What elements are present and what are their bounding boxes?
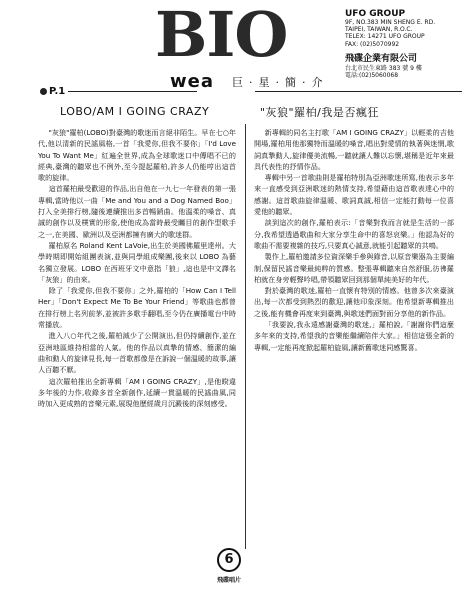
company-telex: TELEX: 14271 UFO GROUP: [345, 33, 425, 41]
right-paragraph: 專輯中另一首歌曲則是羅柏特別為亞洲歌迷所寫,他表示多年來一直感受到亞洲歌迷的熱情支持,希望藉由這首歌表達心中的感謝。這首歌曲旋律溫暖、歌詞真誠,相信一定能打動每一位喜愛他的聽眾。: [254, 173, 454, 217]
left-paragraph: 羅柏原名 Roland Kent LaVoie,出生於美國佛羅里達州。大學時期即開始組團表演,並與同學組成樂團,後來以 LOBO 為藝名獨立發展。LOBO 在西班牙文中意指「狼」,這也是中文譯名「灰狼」的由來。: [38, 240, 236, 284]
company-address-2: TAIPEI, TAIWAN, R.O.C.: [345, 26, 413, 34]
right-paragraph: 對於臺灣的歌迷,羅柏一直懷有特別的情感。他曾多次來臺演出,每一次都受到熱烈的歡迎,讓他印象深刻。他希望新專輯推出之後,能有機會再度來到臺灣,與歌迷們面對面分享他的新作品。: [254, 286, 454, 318]
bullet-icon: [40, 88, 47, 95]
disc-logo-icon: 6: [217, 548, 241, 572]
company-phone-cn: 電話:(02)5060068: [345, 72, 399, 80]
left-title: LOBO/AM I GOING CRAZY: [60, 105, 210, 118]
page-number-text: P.1: [49, 86, 66, 97]
company-address-cn: 台北市民生東路 383 號 9 樓: [345, 64, 422, 72]
footer-logo: [212, 548, 246, 592]
bio-logo: BIO: [155, 0, 288, 71]
company-name-cn: 飛碟企業有限公司: [345, 53, 418, 64]
right-title: "灰狼"羅柏/我是否瘋狂: [260, 106, 379, 119]
right-paragraph: 新專輯的同名主打歌「AM I GOING CRAZY」以輕柔的吉他開場,羅柏用他那獨特而溫暖的嗓音,唱出對愛情的執著與迷惘,歌詞真摯動人,旋律優美流暢,一聽就讓人難以忘懷,堪稱是近年來最具代表性的抒情作品。: [254, 128, 454, 171]
footer-logo-text: 飛碟唱片: [216, 577, 241, 584]
right-column: [254, 127, 454, 353]
company-fax: FAX: (02)5070992: [345, 40, 400, 48]
company-block: [345, 9, 460, 79]
wea-label: wea: [170, 71, 214, 92]
right-paragraph: 製作上,羅柏邀請多位資深樂手參與錄音,以原音樂器為主要編制,保留民謠音樂最純粹的質感。整張專輯聽來自然舒服,彷彿羅柏就在身旁輕聲吟唱,帶領聽眾回到那個單純美好的年代。: [254, 252, 454, 284]
page-number: [37, 86, 68, 97]
header-rule-right: [255, 91, 462, 92]
left-column: [38, 127, 236, 409]
column-divider: [245, 124, 246, 549]
left-paragraph: 這首羅柏最受歡迎的作品,出自他在一九七一年發表的第一張專輯,當時他以一曲「Me and You and a Dog Named Boo」打入全美排行榜,隨後連續推出多首暢銷曲。他溫柔的嗓音、真誠的創作以及樸實的形象,使他成為當時最受矚目的創作型歌手之一,在美國、歐洲以及亞洲都擁有廣大的歌迷群。: [38, 184, 236, 239]
left-paragraph: "灰狼"羅柏(LOBO)對臺灣的歌迷而言絕非陌生。早在七○年代,他以清新的民謠風格,一首「我愛你,但我不要你」「I'd Love You To Want Me」紅遍全世界,成為全球歌迷口中傳唱不已的經典,臺灣的聽眾也不例外,至今提起羅柏,許多人仍能哼出這首歌的旋律。: [38, 128, 236, 183]
left-paragraph: 除了「我愛你,但我不要你」之外,羅柏的「How Can I Tell Her」「Don't Expect Me To Be Your Friend」等歌曲也都曾在排行榜上名列前茅,並被許多歌手翻唱,至今仍在廣播電台中時常播放。: [38, 286, 236, 330]
left-paragraph: 進入八○年代之後,羅柏減少了公開演出,但仍持續創作,並在亞洲地區維持相當的人氣。他的作品以真摯的情感、簡潔的編曲和動人的旋律見長,每一首歌都像是在訴說一個溫暖的故事,讓人百聽不厭。: [38, 331, 236, 375]
left-paragraph: 這次羅柏推出全新專輯「AM I GOING CRAZY」,是他睽違多年後的力作,收錄多首全新創作,延續一貫溫暖的民謠曲風,同時加入更成熟的音樂元素,展現他歷經歲月沉澱後的深刻感受。: [38, 376, 236, 409]
company-name: UFO GROUP: [345, 9, 406, 19]
right-paragraph: 談到這次的創作,羅柏表示:「音樂對我而言就是生活的一部分,我希望透過歌曲和大家分享生命中的喜怒哀樂。」他認為好的歌曲不需要複雜的技巧,只要真心誠意,就能引起聽眾的共鳴。: [254, 218, 454, 250]
company-address-1: 9F, NO.383 MIN SHENG E. RD.: [345, 19, 436, 26]
tagline: 巨·星·簡·介: [232, 76, 329, 89]
right-paragraph: 「我要說,我永遠感謝臺灣的歌迷,」羅柏說,「謝謝你們這麼多年來的支持,希望我的音樂能繼續陪伴大家。」相信這張全新的專輯,一定能再度掀起羅柏旋風,讓新舊歌迷同感驚喜。: [254, 320, 454, 352]
